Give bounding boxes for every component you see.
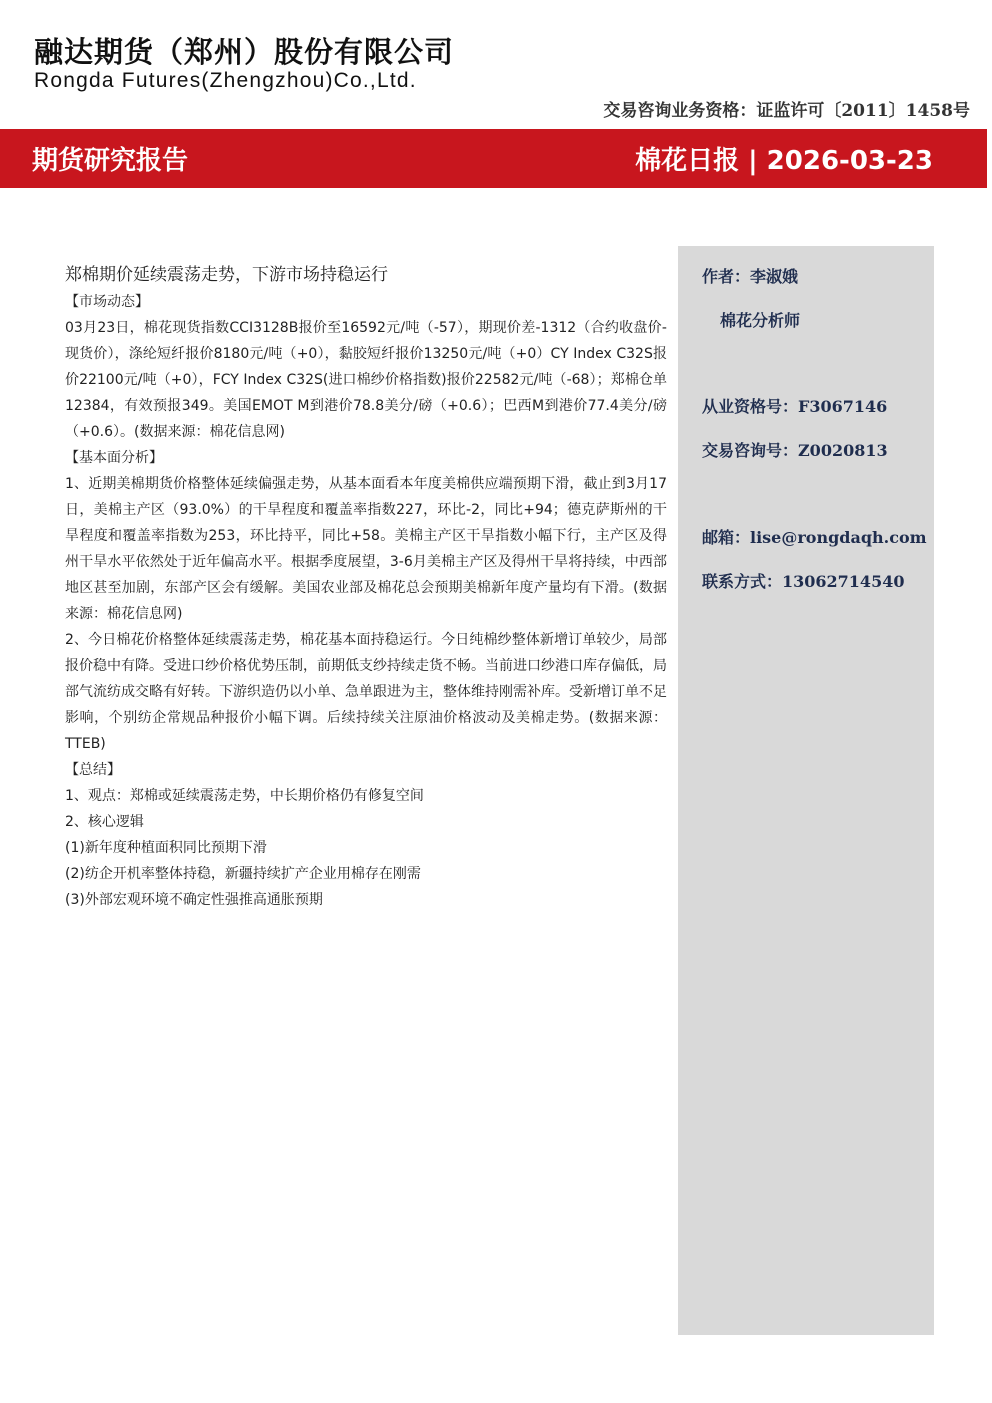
author-sidebar xyxy=(678,246,934,1335)
summary-line: (3)外部宏观环境不确定性强推高通胀预期 xyxy=(65,892,323,908)
paragraph: 2、今日棉花价格整体延续震荡走势，棉花基本面持稳运行。今日纯棉纱整体新增订单较少，局部报价稳中有降。受进口纱价格优势压制，前期低支纱持续走货不畅。当前进口纱港口库存偏低，局部气流纺成交略有好转。下游织造仍以小单、急单跟进为主，整体维持刚需补库。受新增订单不足影响，个别纺企常规品种报价小幅下调。后续持续关注原油价格波动及美棉走势。(数据来源：TTEB) xyxy=(65,632,667,752)
summary-line: (1)新年度种植面积同比预期下滑 xyxy=(65,840,267,856)
author-phone: 联系方式：13062714540 xyxy=(702,572,905,591)
author-email: 邮箱：lise@rongdaqh.com xyxy=(702,528,927,547)
author-role: 棉花分析师 xyxy=(720,311,801,330)
paragraph: 03月23日，棉花现货指数CCI3128B报价至16592元/吨（-57），期现价差-1312（合约收盘价-现货价），涤纶短纤报价8180元/吨（+0），黏胶短纤报价13250元/吨（+0）CY Index C32S报价22100元/吨（+0），FCY Index C32S(进口棉纱价格指数)报价22582元/吨（-68）；郑棉仓单12384，有效预报349。美国EMOT M到港价78.8美分/磅（+0.6）；巴西M到港价77.4美分/磅（+0.6）。(数据来源：棉花信息网) xyxy=(65,320,667,440)
banner-title-left: 期货研究报告 xyxy=(32,146,189,176)
article-headline: 郑棉期价延续震荡走势，下游市场持稳运行 xyxy=(65,265,388,285)
article-body xyxy=(65,262,667,913)
company-name-en: Rongda Futures(Zhengzhou)Co.,Ltd. xyxy=(34,69,417,92)
consult-number: 交易咨询号：Z0020813 xyxy=(702,441,888,460)
license-info: 交易咨询业务资格：证监许可〔2011〕1458号 xyxy=(603,101,970,121)
paragraph: 1、近期美棉期货价格整体延续偏强走势，从基本面看本年度美棉供应端预期下滑，截止到3月17日，美棉主产区（93.0%）的干旱程度和覆盖率指数227，环比-2，同比+94；德克萨斯州的干旱程度和覆盖率指数为253，环比持平，同比+58。美棉主产区干旱指数小幅下行，主产区及得州干旱水平依然处于近年偏高水平。根据季度展望，3-6月美棉主产区及得州干旱将持续，中西部地区甚至加剧，东部产区会有缓解。美国农业部及棉花总会预期美棉新年度产量均有下滑。(数据来源：棉花信息网) xyxy=(65,476,667,622)
summary-line: (2)纺企开机率整体持稳，新疆持续扩产企业用棉存在刚需 xyxy=(65,866,421,882)
section-heading: 【总结】 xyxy=(65,762,121,778)
company-name-cn: 融达期货（郑州）股份有限公司 xyxy=(34,35,455,69)
summary-line: 2、核心逻辑 xyxy=(65,814,144,830)
banner-title-right: 棉花日报 | 2026-03-23 xyxy=(635,146,933,176)
section-heading: 【市场动态】 xyxy=(65,294,149,310)
author-name: 作者：李淑娥 xyxy=(702,267,799,286)
summary-line: 1、观点：郑棉或延续震荡走势，中长期价格仍有修复空间 xyxy=(65,788,424,804)
report-banner xyxy=(0,129,987,188)
qualification-number: 从业资格号：F3067146 xyxy=(702,397,888,416)
section-heading: 【基本面分析】 xyxy=(65,450,163,466)
